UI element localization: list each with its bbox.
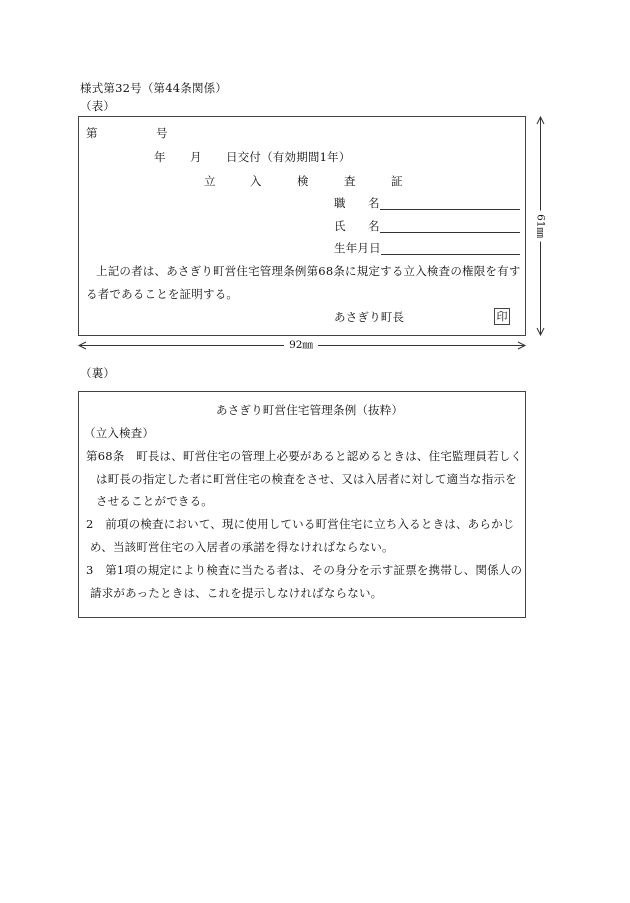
article-line: させることができる。 <box>96 494 213 508</box>
width-dimension-label: 92㎜ <box>284 339 318 351</box>
job-label-char2: 名 <box>368 196 380 210</box>
card-title-char: 査 <box>344 174 356 188</box>
number-prefix: 第 <box>86 126 98 140</box>
form-number: 様式第32号（第44条関係） <box>80 81 228 95</box>
height-dimension-label: 61㎜ <box>535 211 547 242</box>
width-dimension-arrow-right <box>518 342 525 349</box>
name-label-char2: 名 <box>368 219 380 233</box>
article-line: 3 第1項の規定により検査に当たる者は、その身分を示す証票を携帯し、関係人の <box>86 563 523 577</box>
job-label-char1: 職 <box>334 196 346 210</box>
birth-date-label: 生年月日 <box>334 241 381 255</box>
issue-year: 年 <box>154 150 166 164</box>
back-heading: （立入検査） <box>84 426 155 440</box>
statement-line: る者であることを証明する。 <box>86 287 239 301</box>
article-line: 第68条 町長は、町営住宅の管理上必要があると認めるときは、住宅監理員若しく <box>86 449 523 463</box>
card-title-char: 立 <box>204 174 216 188</box>
statement-line: 上記の者は、あさぎり町営住宅管理条例第68条に規定する立入検査の権限を有す <box>96 264 521 278</box>
issue-day-validity: 日交付（有効期間1年） <box>226 150 351 164</box>
card-title-char: 証 <box>391 174 403 188</box>
width-dimension-arrow-left <box>79 342 86 349</box>
front-card <box>78 116 526 336</box>
height-dimension-arrow-top <box>537 117 544 124</box>
card-title-char: 検 <box>297 174 309 188</box>
number-suffix: 号 <box>156 126 168 140</box>
back-side-label: （裏） <box>80 366 116 380</box>
back-title: あさぎり町営住宅管理条例（抜粋） <box>216 403 404 417</box>
article-line: は町長の指定した者に町営住宅の検査をさせ、又は入居者に対して適当な指示を <box>96 472 517 486</box>
card-title-char: 入 <box>250 174 262 188</box>
article-line: 2 前項の検査において、現に使用している町営住宅に立ち入るときは、あらかじ <box>86 517 515 531</box>
issue-month: 月 <box>190 150 202 164</box>
front-side-label: （表） <box>80 99 116 113</box>
issuer: あさぎり町長 <box>334 310 405 324</box>
name-label-char1: 氏 <box>334 219 346 233</box>
height-dimension-arrow-bottom <box>537 328 544 335</box>
seal-stamp: 印 <box>494 308 510 325</box>
article-line: め、当該町営住宅の入居者の承諾を得なければならない。 <box>90 540 394 554</box>
article-line: 請求があったときは、これを提示しなければならない。 <box>90 586 383 600</box>
